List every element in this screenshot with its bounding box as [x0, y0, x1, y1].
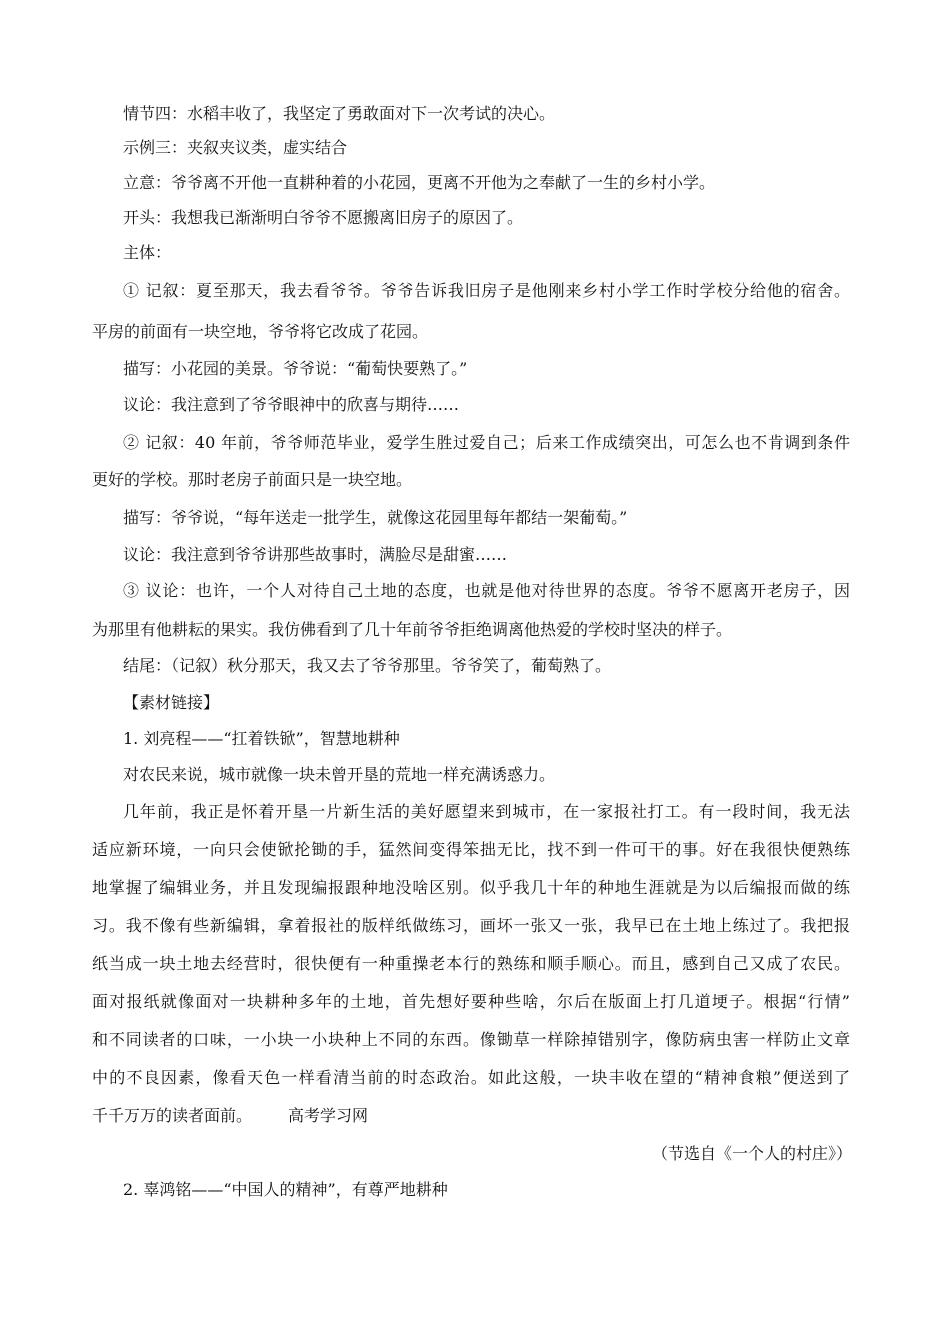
example-three-heading: 示例三：夹叙夹议类，虚实结合 [123, 138, 348, 157]
paragraph-three-line-1: ③ 议论：也许，一个人对待自己土地的态度，也就是他对待世界的态度。爷爷不愿离开老房子，因 [123, 581, 850, 600]
ending-line: 结尾：（记叙）秋分那天，我又去了爷爷那里。爷爷笑了，葡萄熟了。 [123, 656, 612, 675]
paragraph-two-comment: 议论：我注意到爷爷讲那些故事时，满脸尽是甜蜜…… [123, 545, 508, 564]
watermark-text: 高考学习网 [288, 1106, 369, 1125]
plot-four-line: 情节四：水稻丰收了，我坚定了勇敢面对下一次考试的决心。 [123, 104, 556, 123]
paragraph-three-line-2: 为那里有他耕耘的果实。我仿佛看到了几十年前爷爷拒绝调离他热爱的学校时坚决的样子。 [92, 620, 733, 639]
material-one-title: 1. 刘亮程——“扛着铁锨”，智慧地耕种 [123, 729, 400, 748]
paragraph-two-line-2: 更好的学校。那时老房子前面只是一块空地。 [92, 470, 413, 489]
material-one-line-4: 习。我不像有些新编辑，拿着报社的版样纸做练习，画坏一张又一张，我早已在土地上练过了。我把报 [92, 916, 850, 935]
material-one-line-9-text: 千千万万的读者面前。 [92, 1106, 253, 1125]
material-one-line-3: 地掌握了编辑业务，并且发现编报跟种地没啥区别。似乎我几十年的种地生涯就是为以后编报而做的练 [92, 878, 850, 897]
material-one-source: （节选自《一个人的村庄》） [651, 1144, 852, 1163]
body-label: 主体： [123, 243, 172, 262]
material-one-line-2: 适应新环境，一向只会使锨抡锄的手，猛然间变得笨拙无比，找不到一件可干的事。好在我很快便熟练 [92, 840, 850, 859]
paragraph-one-line-2: 平房的前面有一块空地，爷爷将它改成了花园。 [92, 322, 429, 341]
material-one-line-1: 几年前，我正是怀着开垦一片新生活的美好愿望来到城市，在一家报社打工。有一段时间，我无法 [123, 802, 850, 821]
paragraph-two-line-1: ② 记叙：40 年前，爷爷师范毕业，爱学生胜过爱自己；后来工作成绩突出，可怎么也不肯调到条件 [123, 433, 850, 452]
material-heading: 【素材链接】 [123, 693, 220, 712]
paragraph-one-line-1: ① 记叙：夏至那天，我去看爷爷。爷爷告诉我旧房子是他刚来乡村小学工作时学校分给他的宿舍。 [123, 281, 850, 300]
material-one-line-9 [92, 1105, 368, 1127]
material-one-line-6: 面对报纸就像面对一块耕种多年的土地，首先想好要种些啥，尔后在版面上打几道埂子。根据“行情” [92, 992, 850, 1011]
opening-line: 开头：我想我已渐渐明白爷爷不愿搬离旧房子的原因了。 [123, 208, 524, 227]
paragraph-one-description: 描写：小花园的美景。爷爷说：“葡萄快要熟了。” [123, 359, 468, 378]
theme-line: 立意：爷爷离不开他一直耕种着的小花园，更离不开他为之奉献了一生的乡村小学。 [123, 173, 716, 192]
material-one-line-5: 纸当成一块土地去经营时，很快便有一种重操老本行的熟练和顺手顺心。而且，感到自己又成了农民。 [92, 954, 850, 973]
material-two-title: 2. 辜鸿铭——“中国人的精神”，有尊严地耕种 [123, 1180, 448, 1199]
paragraph-one-comment: 议论：我注意到了爷爷眼神中的欣喜与期待…… [123, 395, 460, 414]
paragraph-two-description: 描写：爷爷说，“每年送走一批学生，就像这花园里每年都结一架葡萄。” [123, 508, 628, 527]
material-one-line-7: 和不同读者的口味，一小块一小块种上不同的东西。像锄草一样除掉错别字，像防病虫害一样防止文章 [92, 1030, 850, 1049]
material-one-intro: 对农民来说，城市就像一块未曾开垦的荒地一样充满诱惑力。 [123, 765, 556, 784]
material-one-line-8: 中的不良因素，像看天色一样看清当前的时态政治。如此这般，一块丰收在望的“精神食粮”便送到了 [92, 1068, 850, 1087]
